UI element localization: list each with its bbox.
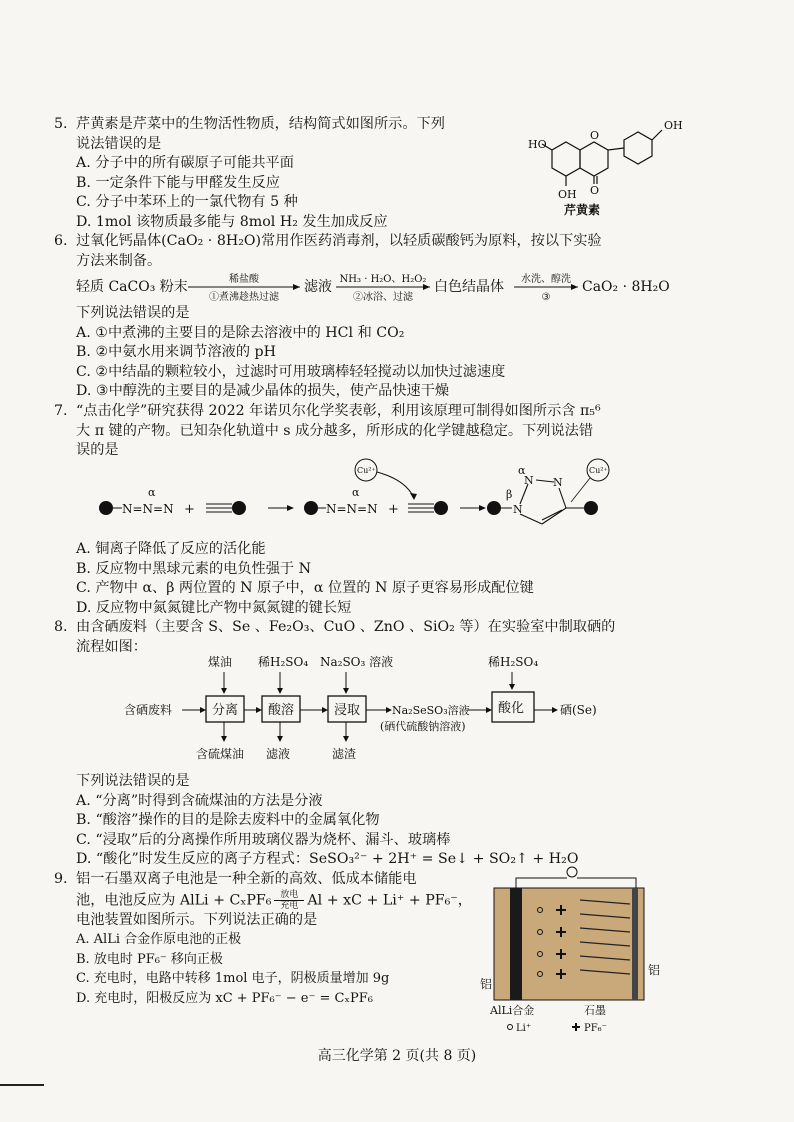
question-7-options [54, 540, 754, 618]
triazole-n2: N [524, 474, 534, 487]
equation-condition: 放电 [280, 889, 299, 900]
flow-output: 含硫煤油 [196, 747, 245, 761]
flow-step: 酸溶 [268, 703, 295, 718]
question-number: 7. [54, 403, 68, 419]
flow-output: 滤渣 [332, 747, 357, 761]
battery-diagram [480, 864, 680, 1034]
flow-arrow-bottom: ①煮沸趁热过滤 [209, 292, 279, 303]
option-a: A. ①中煮沸的主要目的是除去溶液中的 HCl 和 CO₂ [76, 324, 405, 341]
flow-node: 滤液 [304, 279, 332, 295]
option-c: C. 充电时，电路中转移 1mol 电子，阴极质量增加 9g [76, 971, 390, 986]
graphite-label: 石墨 [584, 1004, 606, 1017]
flow-step: 浸取 [334, 703, 361, 718]
question-6 [54, 232, 754, 271]
click-chemistry-scheme [96, 458, 736, 548]
option-b: B. ②中氨水用来调节溶液的 pH [76, 344, 277, 360]
azide-group: N=N=N [326, 502, 378, 516]
plus-sign: + [184, 502, 195, 517]
question-number: 8. [54, 619, 68, 635]
flow-end: CaO₂ · 8H₂O [582, 279, 670, 295]
flow-step: 分离 [212, 703, 239, 718]
flow-arrow-bottom: ②冰浴、过滤 [353, 292, 413, 303]
apigenin-structure [528, 112, 688, 222]
question-stem: 说法错误的是 [76, 135, 162, 152]
mol-group-o: O [590, 129, 600, 142]
option-d: D. 1mol 该物质最多能与 8mol H₂ 发生加成反应 [76, 213, 388, 230]
question-stem: 池，电池反应为 AlLi + CₓPF₆ [76, 892, 272, 908]
option-b: B. 一定条件下能与甲醛发生反应 [76, 174, 280, 191]
option-a: A. 分子中的所有碳原子可能共平面 [76, 155, 294, 171]
question-stem: 大 π 键的产物。已知杂化轨道中 s 成分越多，所形成的化学键越稳定。下列说法错 [76, 422, 594, 439]
alloy-label: AlLi合金 [490, 1004, 535, 1017]
mol-group-ho: HO [528, 138, 547, 151]
option-d: D. ③中醇洗的主要目的是减少晶体的损失，使产品快速干燥 [76, 383, 450, 399]
flow-intermediate-note: (硒代硫酸钠溶液) [380, 720, 466, 733]
mol-group-oh: OH [558, 188, 577, 201]
option-c: C. “浸取”后的分离操作所用玻璃仪器为烧杯、漏斗、玻璃棒 [76, 831, 451, 848]
plus-sign: + [388, 502, 399, 517]
question-number: 6. [54, 233, 68, 249]
question-stem: 过氧化钙晶体(CaO₂ · 8H₂O)常用作医药消毒剂，以轻质碳酸钙为原料，按以下实验 [76, 233, 602, 249]
question-prompt: 下列说法错误的是 [76, 305, 190, 321]
question-stem: 芹黄素是芹菜中的生物活性物质，结构简式如图所示。下列 [76, 116, 445, 132]
option-c: C. 分子中苯环上的一氯代物有 5 种 [76, 194, 298, 210]
question-stem: 流程如图： [76, 638, 147, 655]
q6-flow-diagram [76, 270, 756, 306]
option-d: D. 反应物中氮氮键比产物中氮氮键的键长短 [76, 599, 352, 616]
molecule-label: 芹黄素 [564, 203, 601, 217]
question-stem: 铝一石墨双离子电池是一种全新的高效、低成本储能电 [76, 871, 417, 887]
question-stem: 电池装置如图所示。下列说法正确的是 [76, 911, 318, 928]
option-c: C. ②中结晶的颗粒较小，过滤时可用玻璃棒轻轻搅动以加快过滤速度 [76, 363, 506, 380]
mol-group-oh: OH [664, 119, 683, 132]
alpha-label: α [148, 486, 156, 499]
mol-group-o: O [590, 184, 600, 197]
flow-intermediate: Na₂SeSO₃溶液 [392, 704, 470, 717]
option-b: B. 放电时 PF₆⁻ 移向正极 [76, 951, 223, 967]
flow-step: 酸化 [498, 701, 525, 716]
option-b: B. 反应物中黑球元素的电负性强于 N [76, 560, 311, 577]
question-stem: 方法来制备。 [76, 252, 162, 269]
flow-arrow-top: 水洗、醇洗 [521, 274, 571, 285]
q8-flow-diagram [120, 650, 640, 770]
reagent: Na₂SO₃ 溶液 [320, 655, 394, 669]
legend-pf6: PF₆⁻ [584, 1023, 607, 1034]
flow-product: 硒(Se) [560, 703, 597, 717]
copper-ion: Cu²⁺ [589, 466, 608, 475]
flow-input: 含硒废料 [124, 703, 173, 717]
flow-output: 滤液 [266, 747, 291, 761]
flow-node: 白色结晶体 [434, 279, 504, 295]
scan-mark [0, 1084, 44, 1086]
beta-label: β [506, 488, 513, 501]
question-8-options [54, 772, 754, 870]
option-d: D. 充电时，阳极反应为 xC + PF₆⁻ − e⁻ = CₓPF₆ [76, 990, 373, 1006]
flow-arrow-bottom: ③ [541, 292, 551, 303]
option-a: A. 铜离子降低了反应的活化能 [76, 541, 266, 557]
option-a: A. AlLi 合金作原电池的正极 [76, 932, 242, 947]
question-7 [54, 402, 754, 461]
triazole-n1: N [513, 503, 523, 516]
option-c: C. 产物中 α、β 两位置的 N 原子中，α 位置的 N 原子更容易形成配位键 [76, 580, 534, 596]
alpha-label: α [352, 486, 360, 499]
question-number: 9. [54, 871, 68, 887]
question-prompt: 下列说法错误的是 [76, 773, 190, 789]
question-9 [54, 870, 484, 1008]
legend-li: Li⁺ [516, 1023, 532, 1034]
reagent: 稀H₂SO₄ [258, 655, 309, 669]
question-stem: 误的是 [76, 442, 119, 458]
question-stem: “点击化学”研究获得 2022 年诺贝尔化学奖表彰，利用该原理可制得如图所示含 π₅⁶ [76, 403, 601, 419]
reagent: 煤油 [208, 655, 233, 669]
page-footer: 高三化学第 2 页(共 8 页) [317, 1048, 477, 1064]
reagent: 稀H₂SO₄ [488, 655, 539, 669]
option-d: D. “酸化”时发生反应的离子方程式：SeSO₃²⁻ + 2H⁺ = Se↓ + SO₂↑ + H₂O [76, 851, 579, 867]
flow-arrow-top: NH₃ · H₂O、H₂O₂ [339, 274, 427, 285]
triazole-n3: N [553, 476, 563, 489]
azide-group: N=N=N [122, 502, 174, 516]
electrode-label-right: 铝 [648, 963, 661, 977]
question-number: 5. [54, 116, 68, 132]
alpha-label: α [518, 464, 526, 477]
question-stem: Al + xC + Li⁺ + PF₆⁻， [307, 892, 472, 908]
flow-start: 轻质 CaCO₃ 粉末 [76, 279, 188, 295]
electrode-label-left: 铝 [480, 977, 493, 991]
option-b: B. “酸溶”操作的目的是除去废料中的金属氧化物 [76, 812, 380, 828]
equation-condition: 充电 [274, 900, 304, 911]
question-6-options [54, 304, 754, 402]
flow-arrow-top: 稀盐酸 [229, 274, 259, 285]
question-stem: 由含硒废料（主要含 S、Se 、Fe₂O₃、CuO 、ZnO 、SiO₂ 等）在实验室中制取硒的 [76, 619, 616, 635]
option-a: A. “分离”时得到含硫煤油的方法是分液 [76, 792, 323, 809]
copper-ion: Cu²⁺ [357, 466, 376, 475]
